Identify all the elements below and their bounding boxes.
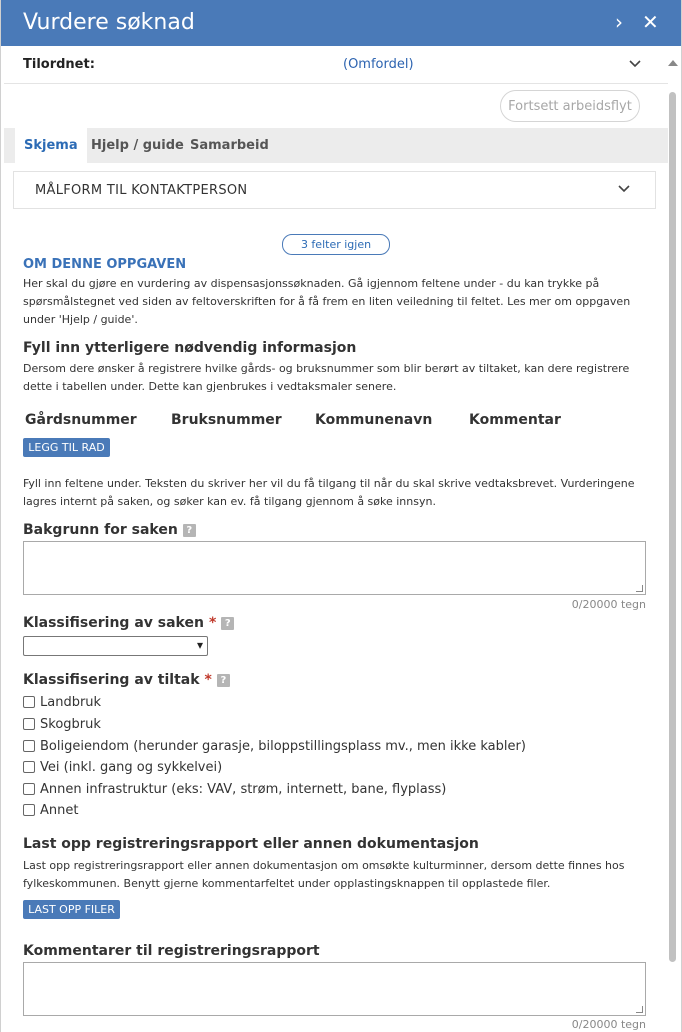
column-header-municipality: Kommunenavn xyxy=(315,412,433,428)
assigned-label: Tilordnet: xyxy=(23,57,95,72)
accordion-label: MÅLFORM TIL KONTAKTPERSON xyxy=(35,183,248,198)
extra-info-text: Dersom dere ønsker å registrere hvilke gårds- og bruksnummer som blir berørt av tiltaket, kan dere registrere dette i tabellen under. Dette kan gjenbrukes i vedtaksmaler senere. xyxy=(23,362,630,393)
reassign-link[interactable]: (Omfordel) xyxy=(343,57,414,72)
checkbox-label: Boligeiendom (herunder garasje, biloppstillingsplass mv., men ikke kabler) xyxy=(40,738,526,754)
checkbox[interactable] xyxy=(23,804,35,816)
measure-classification-label xyxy=(23,672,230,688)
add-row-button[interactable]: LEGG TIL RAD xyxy=(23,438,110,457)
required-marker: * xyxy=(204,672,212,688)
checkbox-row-infrastructure[interactable] xyxy=(23,779,446,799)
upload-heading: Last opp registreringsrapport eller annen dokumentasjon xyxy=(23,836,479,852)
checkbox-label: Vei (inkl. gang og sykkelvei) xyxy=(40,759,223,775)
tab-bar xyxy=(4,128,668,163)
background-label-text: Bakgrunn for saken xyxy=(23,522,178,538)
case-classification-label xyxy=(23,615,234,631)
case-classification-select[interactable] xyxy=(23,636,208,656)
background-label xyxy=(23,522,196,538)
fields-intro-text: Fyll inn feltene under. Teksten du skriver her vil du få tilgang til når du skal skrive vedtaksbrevet. Vurderingene lagres internt på saken, og søker kan ev. få tilgang gjennom å søke innsyn. xyxy=(23,477,635,508)
scrollbar[interactable] xyxy=(667,48,679,1032)
resize-handle-icon[interactable] xyxy=(636,1006,643,1013)
checkbox-row-forestry[interactable] xyxy=(23,714,101,734)
upload-text: Last opp registreringsrapport eller annen dokumentasjon om omsøkte kulturminner, dersom dette finnes hos fylkeskommunen. Benytt gjerne kommentarfeltet under opplastingsknappen til opplastede filer. xyxy=(23,859,625,890)
checkbox-row-agriculture[interactable] xyxy=(23,692,101,712)
background-textarea[interactable] xyxy=(23,541,646,595)
background-char-counter: 0/20000 tegn xyxy=(571,598,646,611)
checkbox-row-residential[interactable] xyxy=(23,736,526,756)
about-text: Her skal du gjøre en vurdering av dispensasjonssøknaden. Gå igjennom feltene under - du kan trykke på spørsmålstegnet ved siden av feltoverskriften for å få frem en liten veiledning til feltet. Les mer om oppgaven under 'Hjelp / guide'. xyxy=(23,277,631,326)
continue-workflow-button[interactable]: Fortsett arbeidsflyt xyxy=(500,90,640,122)
report-comments-char-counter: 0/20000 tegn xyxy=(571,1018,646,1031)
extra-info-heading: Fyll inn ytterligere nødvendig informasjon xyxy=(23,340,357,356)
scroll-up-icon[interactable] xyxy=(668,60,678,66)
about-heading: OM DENNE OPPGAVEN xyxy=(23,257,187,272)
assignment-row xyxy=(4,46,668,84)
panel-header xyxy=(1,0,682,46)
panel-title: Vurdere søknad xyxy=(23,10,195,35)
checkbox-label: Skogbruk xyxy=(40,716,101,732)
help-icon[interactable]: ? xyxy=(217,674,230,687)
tab-collaboration[interactable]: Samarbeid xyxy=(190,138,269,153)
checkbox[interactable] xyxy=(23,696,35,708)
upload-files-button[interactable]: LAST OPP FILER xyxy=(23,900,120,919)
help-icon[interactable]: ? xyxy=(221,617,234,630)
chevron-down-icon[interactable] xyxy=(629,57,641,72)
checkbox-label: Landbruk xyxy=(40,694,102,710)
checkbox[interactable] xyxy=(23,761,35,773)
case-classification-label-text: Klassifisering av saken xyxy=(23,615,204,631)
column-header-comment: Kommentar xyxy=(469,412,561,428)
checkbox-row-road[interactable] xyxy=(23,757,222,777)
required-marker: * xyxy=(208,615,217,631)
chevron-down-icon xyxy=(618,181,630,197)
help-icon[interactable]: ? xyxy=(183,524,196,537)
report-comments-label: Kommentarer til registreringsrapport xyxy=(23,943,320,959)
checkbox[interactable] xyxy=(23,718,35,730)
select-arrow-icon: ▾ xyxy=(196,638,203,652)
checkbox[interactable] xyxy=(23,740,35,752)
close-icon[interactable]: ✕ xyxy=(642,10,659,34)
tab-schema[interactable]: Skjema xyxy=(15,128,87,163)
column-header-use-number: Bruksnummer xyxy=(171,412,282,428)
checkbox-label: Annet xyxy=(40,802,79,818)
scrollbar-thumb[interactable] xyxy=(669,92,676,962)
checkbox[interactable] xyxy=(23,783,35,795)
column-header-farm-number: Gårdsnummer xyxy=(25,412,137,428)
resize-handle-icon[interactable] xyxy=(636,585,643,592)
remaining-fields-badge: 3 felter igjen xyxy=(282,234,390,255)
contact-language-accordion[interactable] xyxy=(13,171,656,209)
report-comments-textarea[interactable] xyxy=(23,962,646,1016)
measure-classification-label-text: Klassifisering av tiltak xyxy=(23,672,200,688)
tab-help-guide[interactable]: Hjelp / guide xyxy=(91,138,184,153)
chevron-right-icon[interactable]: › xyxy=(615,10,623,34)
checkbox-label: Annen infrastruktur (eks: VAV, strøm, internett, bane, flyplass) xyxy=(40,781,447,797)
checkbox-row-other[interactable] xyxy=(23,800,78,820)
